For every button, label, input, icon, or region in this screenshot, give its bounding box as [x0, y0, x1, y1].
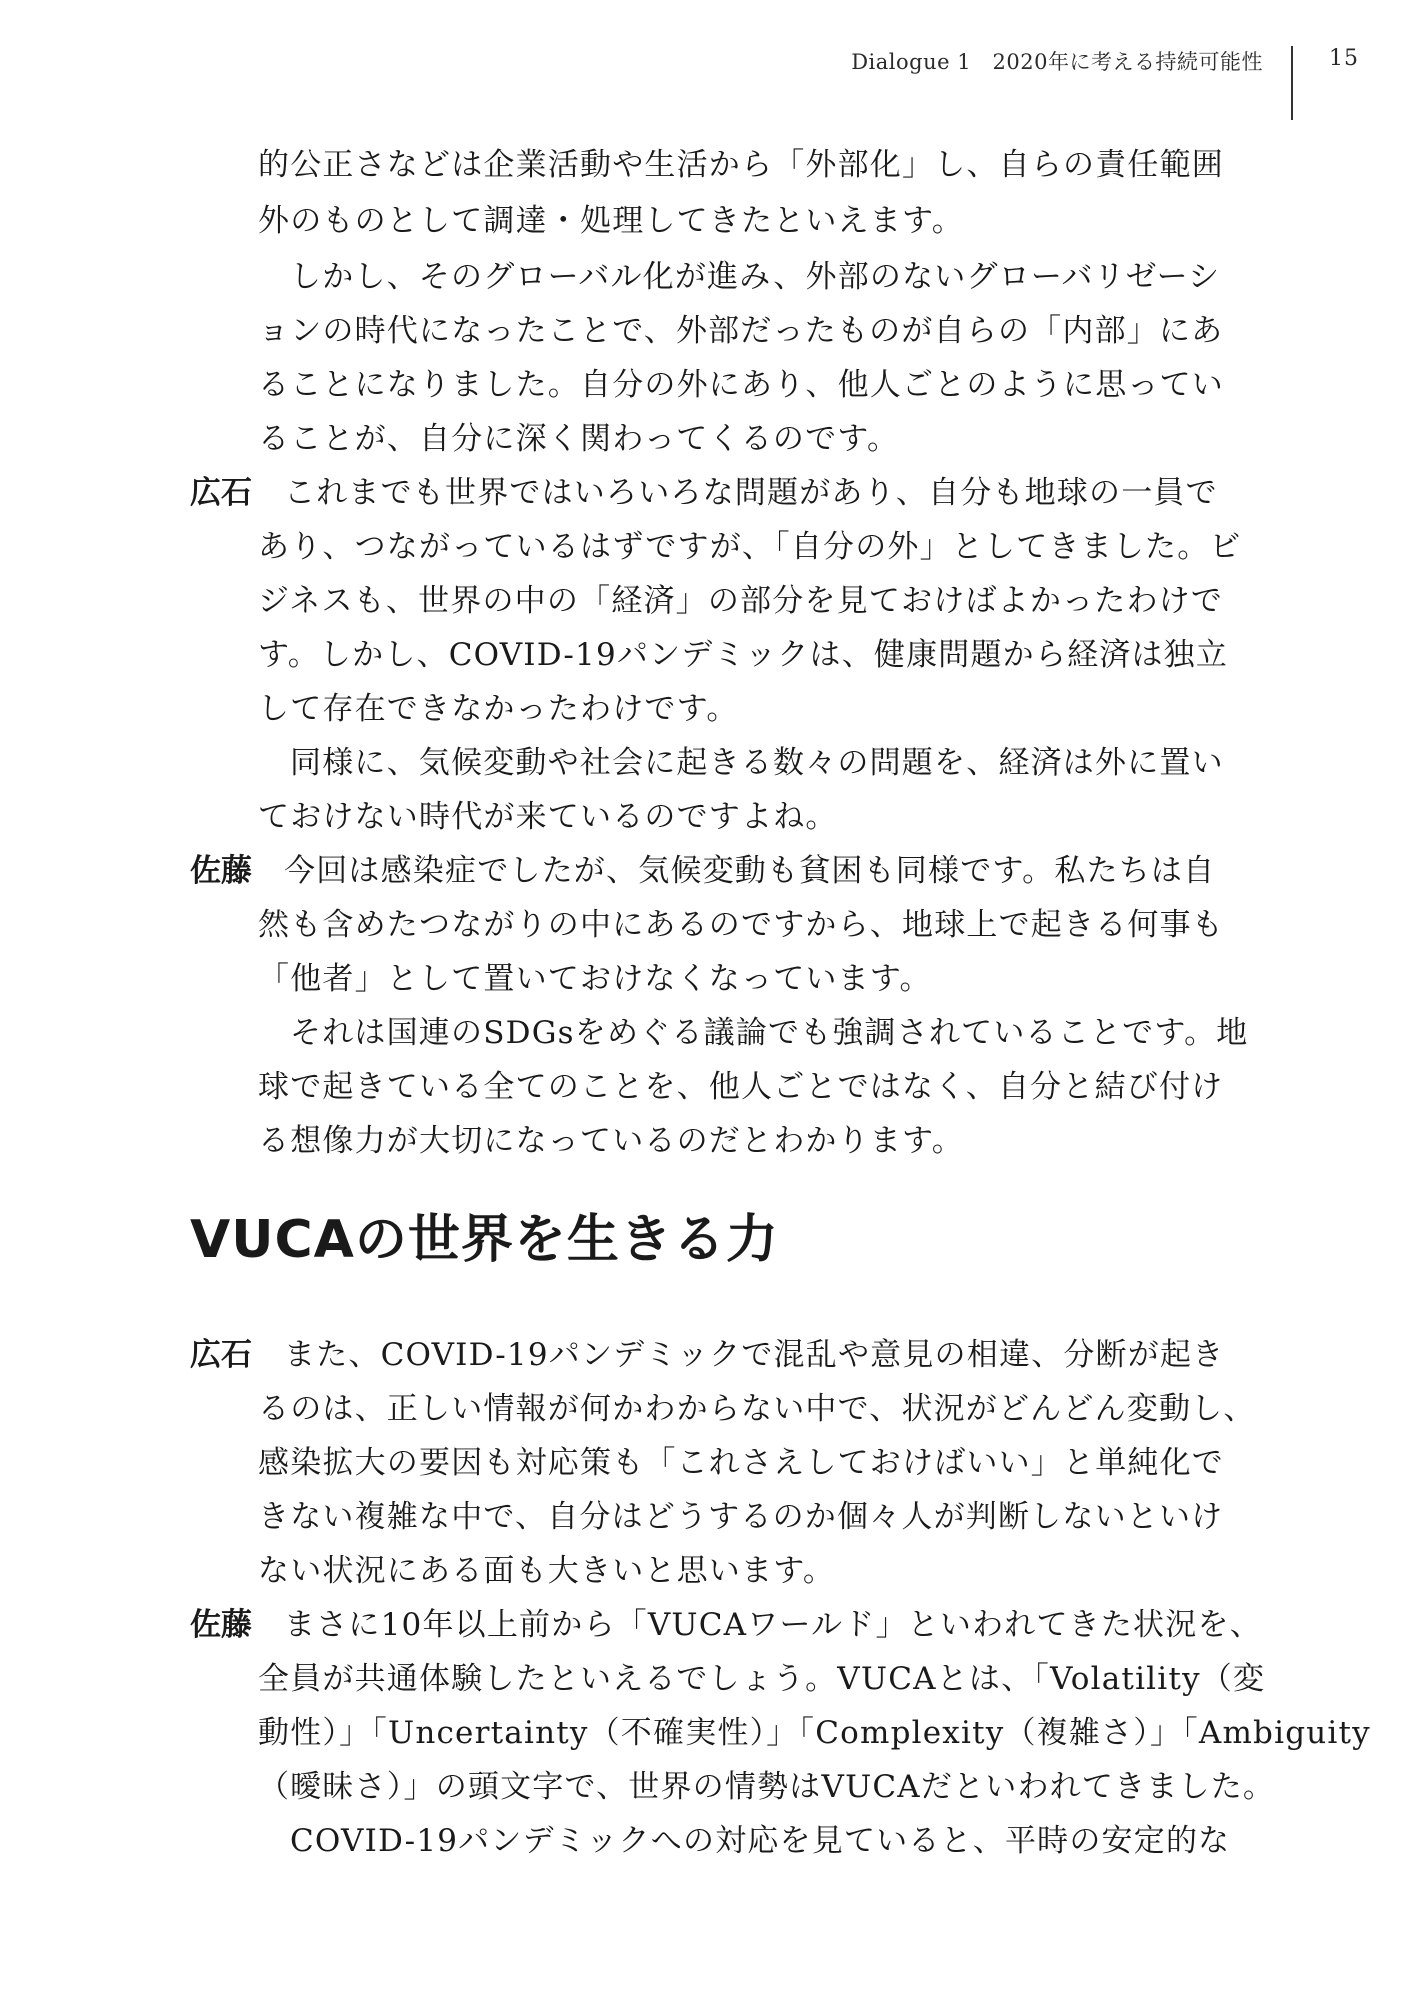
text-line: る想像力が大切になっているのだとわかります。	[258, 1123, 964, 1159]
dialogue-line	[190, 1330, 1225, 1380]
text-line: それは国連のSDGsをめぐる議論でも強調されていることです。地	[290, 1015, 1249, 1051]
speaker-name: 広石	[190, 475, 252, 511]
text-line: きない複雑な中で、自分はどうするのか個々人が判断しないといけ	[258, 1499, 1224, 1535]
speaker-name: 佐藤	[190, 853, 252, 889]
section-heading: VUCAの世界を生きる力	[190, 1210, 779, 1270]
text-line: ジネスも、世界の中の「経済」の部分を見ておけばよかったわけで	[258, 583, 1224, 619]
text-line: 外のものとして調達・処理してきたといえます。	[258, 203, 964, 239]
text-line: して存在できなかったわけです。	[258, 691, 739, 727]
text-line: 「他者」として置いておけなくなっています。	[258, 961, 932, 997]
header-divider	[1291, 46, 1293, 120]
page-header	[0, 46, 1411, 126]
text-line: （曖昧さ）」の頭文字で、世界の情勢はVUCAだといわれてきました。	[258, 1769, 1276, 1805]
text-line: しかし、そのグローバル化が進み、外部のないグローバリゼーシ	[290, 259, 1221, 295]
text-line: また、COVID-19パンデミックで混乱や意見の相違、分断が起き	[284, 1337, 1225, 1373]
text-line: す。しかし、COVID-19パンデミックは、健康問題から経済は独立	[258, 637, 1229, 673]
text-line: ることになりました。自分の外にあり、他人ごとのように思ってい	[258, 367, 1224, 403]
text-line: COVID-19パンデミックへの対応を見ていると、平時の安定的な	[290, 1823, 1231, 1859]
text-line: 同様に、気候変動や社会に起きる数々の問題を、経済は外に置い	[290, 745, 1224, 781]
text-line: ない状況にある面も大きいと思います。	[258, 1553, 836, 1589]
text-line: 感染拡大の要因も対応策も「これさえしておけばいい」と単純化で	[258, 1445, 1224, 1481]
text-line: ておけない時代が来ているのですよね。	[258, 799, 838, 835]
text-line: 動性）」「Uncertainty（不確実性）」「Complexity（複雑さ）」「Ambiguity	[258, 1715, 1371, 1751]
dialogue-line	[190, 846, 1216, 896]
text-line: まさに10年以上前から「VUCAワールド」といわれてきた状況を、	[284, 1607, 1262, 1643]
text-line: あり、つながっているはずですが、「自分の外」としてきました。ビ	[258, 529, 1242, 565]
text-line: 全員が共通体験したといえるでしょう。VUCAとは、「Volatility（変	[258, 1661, 1266, 1697]
text-line: ることが、自分に深く関わってくるのです。	[258, 421, 900, 457]
text-line: ョンの時代になったことで、外部だったものが自らの「内部」にあ	[258, 313, 1224, 349]
dialogue-line	[190, 1600, 1262, 1650]
running-head: Dialogue 1 2020年に考える持続可能性	[851, 50, 1263, 74]
dialogue-line	[190, 468, 1218, 518]
text-line: 的公正さなどは企業活動や生活から「外部化」し、自らの責任範囲	[258, 147, 1224, 183]
page-number: 15	[1329, 46, 1359, 71]
text-line: これまでも世界ではいろいろな問題があり、自分も地球の一員で	[284, 475, 1218, 511]
text-line: 今回は感染症でしたが、気候変動も貧困も同様です。私たちは自	[284, 853, 1216, 889]
text-line: 然も含めたつながりの中にあるのですから、地球上で起きる何事も	[258, 907, 1224, 943]
text-line: 球で起きている全てのことを、他人ごとではなく、自分と結び付け	[258, 1069, 1224, 1105]
speaker-name: 広石	[190, 1337, 252, 1373]
text-line: るのは、正しい情報が何かわからない中で、状況がどんどん変動し、	[258, 1391, 1256, 1427]
speaker-name: 佐藤	[190, 1607, 252, 1643]
